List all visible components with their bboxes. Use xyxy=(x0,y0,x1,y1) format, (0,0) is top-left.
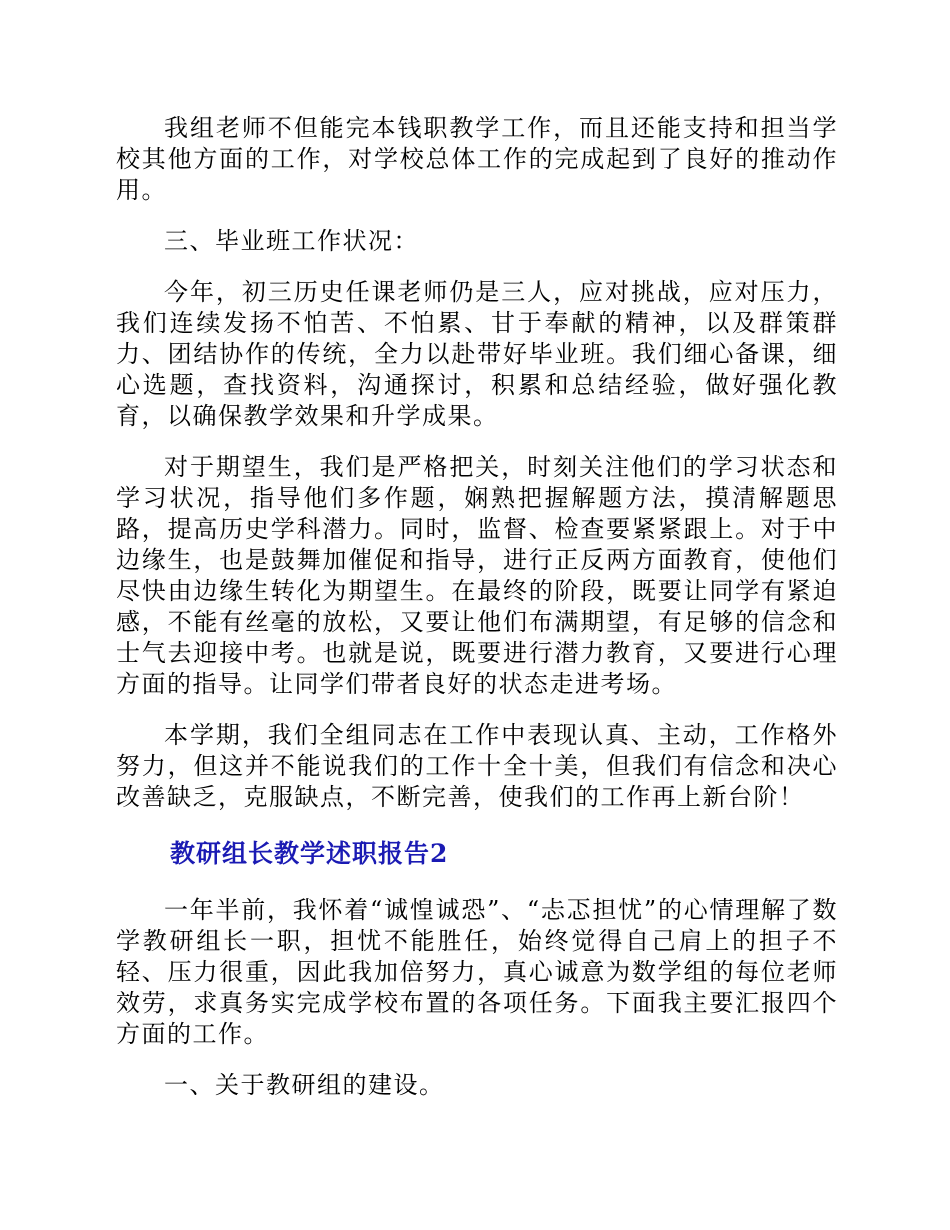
section-heading-team-building: 一、关于教研组的建设。 xyxy=(164,1071,445,1099)
section-heading-graduating-class: 三、毕业班工作状况： xyxy=(164,227,419,255)
paragraph-teachers-support: 我组老师不但能完本钱职教学工作，而且还能支持和担当学校其他方面的工作，对学校总体工作的完成起到了良好的推动作用。 xyxy=(116,114,838,204)
paragraph-report-intro: 一年半前，我怀着“诚惶诚恐”、“忐忑担忧”的心情理解了数学教研组长一职，担忧不能胜任，始终觉得自己肩上的担子不轻、压力很重，因此我加倍努力，真心诚意为数学组的每位老师效劳，求真务实完成学校布置的各项任务。下面我主要汇报四个方面的工作。 xyxy=(116,896,838,1048)
paragraph-semester-summary: 本学期，我们全组同志在工作中表现认真、主动，工作格外努力，但这并不能说我们的工作十全十美，但我们有信念和决心改善缺乏，克服缺点，不断完善，使我们的工作再上新台阶！ xyxy=(116,721,838,811)
paragraph-graduating-class-work: 今年，初三历史任课老师仍是三人，应对挑战，应对压力，我们连续发扬不怕苦、不怕累、甘于奉献的精神，以及群策群力、团结协作的传统，全力以赴带好毕业班。我们细心备课，细心选题，查找资料，沟通探讨，积累和总结经验，做好强化教育，以确保教学效果和升学成果。 xyxy=(116,278,838,430)
report-title-2: 教研组长教学述职报告2 xyxy=(170,839,449,868)
paragraph-hopeful-students: 对于期望生，我们是严格把关，时刻关注他们的学习状态和学习状况，指导他们多作题，娴熟把握解题方法，摸清解题思路，提高历史学科潜力。同时，监督、检查要紧紧跟上。对于中边缘生，也是鼓舞加催促和指导，进行正反两方面教育，使他们尽快由边缘生转化为期望生。在最终的阶段，既要让同学有紧迫感，不能有丝毫的放松，又要让他们布满期望，有足够的信念和士气去迎接中考。也就是说，既要进行潜力教育，又要进行心理方面的指导。让同学们带者良好的状态走进考场。 xyxy=(116,453,838,698)
